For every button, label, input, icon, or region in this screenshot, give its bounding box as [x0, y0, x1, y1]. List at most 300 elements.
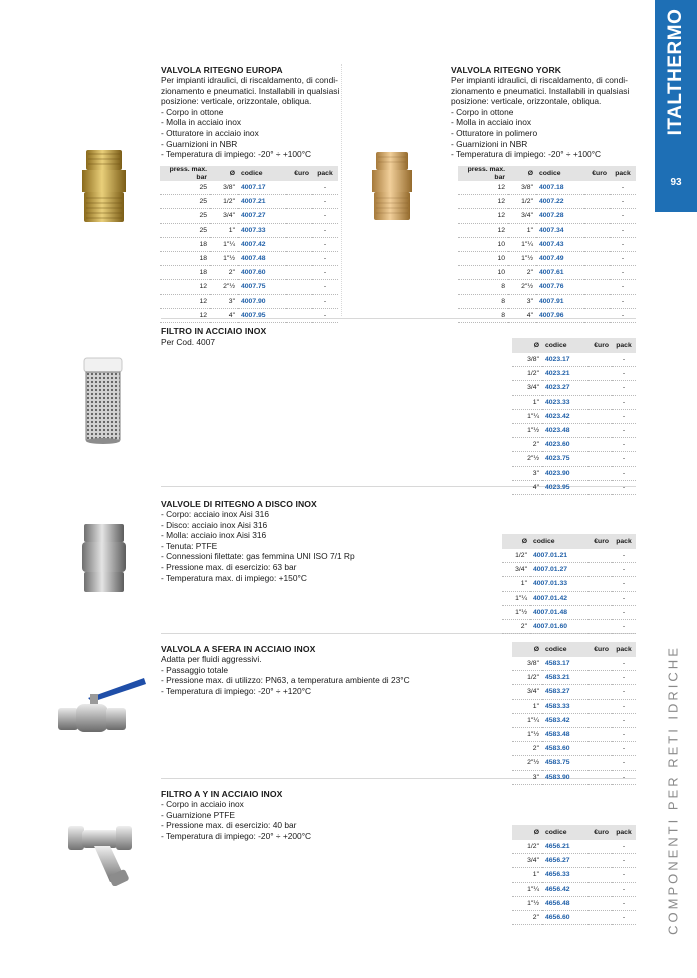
pack-cell: - — [612, 685, 636, 699]
price-cell — [286, 266, 312, 280]
product-code: 4583.42 — [542, 713, 588, 727]
product-title: VALVOLE DI RITEGNO A DISCO INOX — [161, 499, 317, 509]
table-row — [512, 685, 636, 699]
table-cell: 3/4" — [512, 685, 542, 699]
table-row — [512, 896, 636, 910]
table-row — [512, 742, 636, 756]
product-code: 4583.48 — [542, 727, 588, 741]
table-row — [458, 280, 636, 294]
description-line: posizione: verticale, orizzontale, obliqua. — [161, 96, 312, 107]
table-row — [512, 727, 636, 741]
stainless-ball-valve-image — [52, 670, 148, 736]
table-cell: 1"½ — [210, 251, 238, 265]
pack-cell: - — [610, 308, 636, 322]
table-cell: 3/4" — [512, 854, 542, 868]
stainless-y-strainer-image — [66, 818, 136, 886]
pack-cell: - — [612, 619, 636, 633]
table-row — [512, 657, 636, 671]
product-code: 4007.49 — [536, 251, 584, 265]
product-code: 4007.96 — [536, 308, 584, 322]
column-header: €uro — [588, 642, 612, 657]
product-code: 4023.42 — [542, 409, 588, 423]
table-cell: 12 — [458, 195, 508, 209]
column-header: €uro — [588, 338, 612, 353]
column-header: press. max. bar — [160, 166, 210, 181]
price-table — [512, 642, 636, 785]
pack-cell: - — [612, 854, 636, 868]
table-row — [160, 209, 338, 223]
table-cell: 1"½ — [512, 727, 542, 741]
table-row — [512, 381, 636, 395]
price-cell — [588, 685, 612, 699]
brand-name: ITALTHERMO — [665, 8, 686, 136]
product-code: 4007.22 — [536, 195, 584, 209]
pack-cell: - — [612, 423, 636, 437]
product-code: 4007.01.42 — [530, 591, 588, 605]
table-cell: 3/8" — [512, 353, 542, 367]
price-cell — [584, 209, 610, 223]
table-header-row — [512, 642, 636, 657]
table-cell: 2" — [508, 266, 536, 280]
pack-cell: - — [312, 237, 338, 251]
table-row — [458, 266, 636, 280]
table-row — [160, 294, 338, 308]
pack-cell: - — [612, 882, 636, 896]
table-cell: 2" — [512, 742, 542, 756]
product-code: 4007.01.48 — [530, 605, 588, 619]
pack-cell: - — [610, 294, 636, 308]
product-code: 4583.17 — [542, 657, 588, 671]
description-line: Per Cod. 4007 — [161, 337, 216, 347]
table-cell: 25 — [160, 209, 210, 223]
table-row — [458, 294, 636, 308]
table-row — [512, 713, 636, 727]
price-cell — [588, 563, 612, 577]
price-cell — [588, 466, 612, 480]
table-row — [512, 423, 636, 437]
price-table — [160, 166, 338, 323]
price-cell — [588, 896, 612, 910]
table-row — [160, 237, 338, 251]
price-cell — [588, 619, 612, 633]
description-line: - Temperatura di impiego: -20° ÷ +200°C — [161, 830, 312, 841]
price-cell — [286, 308, 312, 322]
product-code: 4007.95 — [238, 308, 286, 322]
price-cell — [584, 195, 610, 209]
table-cell: 1"¼ — [210, 237, 238, 251]
table-cell: 3/4" — [502, 563, 530, 577]
price-cell — [588, 699, 612, 713]
column-header: Ø — [512, 642, 542, 657]
product-code: 4007.18 — [536, 181, 584, 195]
product-code: 4007.01.21 — [530, 549, 588, 563]
table-row — [512, 756, 636, 770]
pack-cell: - — [612, 395, 636, 409]
product-code: 4007.01.60 — [530, 619, 588, 633]
price-cell — [286, 223, 312, 237]
description-line: - Temperatura di impiego: -20° ÷ +100°C — [161, 149, 312, 160]
pack-cell: - — [312, 195, 338, 209]
product-code: 4023.17 — [542, 353, 588, 367]
price-cell — [588, 367, 612, 381]
price-cell — [588, 742, 612, 756]
price-cell — [588, 452, 612, 466]
product-description — [161, 337, 215, 348]
table-cell: 1"½ — [502, 605, 530, 619]
pack-cell: - — [612, 770, 636, 784]
table-cell: 2"½ — [512, 756, 542, 770]
table-cell: 1"¼ — [502, 591, 530, 605]
product-code: 4583.75 — [542, 756, 588, 770]
price-cell — [588, 395, 612, 409]
product-code: 4007.43 — [536, 237, 584, 251]
price-cell — [584, 308, 610, 322]
product-code: 4007.28 — [536, 209, 584, 223]
brass-york-valve-image — [368, 150, 416, 222]
price-cell — [588, 605, 612, 619]
pack-cell: - — [312, 209, 338, 223]
column-header: pack — [312, 166, 338, 181]
product-code: 4007.21 — [238, 195, 286, 209]
product-code: 4007.27 — [238, 209, 286, 223]
price-cell — [286, 251, 312, 265]
price-cell — [588, 353, 612, 367]
pack-cell: - — [612, 381, 636, 395]
product-code: 4007.17 — [238, 181, 286, 195]
price-table — [512, 825, 636, 925]
product-title: FILTRO A Y IN ACCIAIO INOX — [161, 789, 283, 799]
table-cell: 2" — [512, 438, 542, 452]
description-line: - Molla: acciaio inox Aisi 316 — [161, 530, 267, 541]
price-cell — [286, 280, 312, 294]
product-code: 4656.33 — [542, 868, 588, 882]
product-code: 4007.60 — [238, 266, 286, 280]
table-cell: 1"¼ — [508, 237, 536, 251]
pack-cell: - — [610, 195, 636, 209]
table-cell: 3" — [512, 466, 542, 480]
column-header: pack — [612, 825, 636, 840]
pack-cell: - — [612, 868, 636, 882]
price-cell — [286, 209, 312, 223]
table-row — [512, 854, 636, 868]
price-cell — [588, 910, 612, 924]
table-row — [512, 367, 636, 381]
table-cell: 3/4" — [210, 209, 238, 223]
product-code: 4007.90 — [238, 294, 286, 308]
description-line: - Temperatura di impiego: -20° ÷ +120°C — [161, 685, 312, 696]
description-line: - Corpo in acciaio inox — [161, 799, 244, 809]
table-row — [512, 840, 636, 854]
description-line: - Pressione max. di utilizzo: PN63, a temperatura ambiente di 23°C — [161, 675, 410, 686]
table-header-row — [458, 166, 636, 181]
description-line: Per impianti idraulici, di riscaldamento, di condi- — [451, 75, 628, 85]
description-line: - Connessioni filettate: gas femmina UNI ISO 7/1 Rp — [161, 551, 355, 562]
description-line: - Pressione max. di esercizio: 40 bar — [161, 820, 297, 831]
pack-cell: - — [612, 409, 636, 423]
table-cell: 1" — [502, 577, 530, 591]
price-cell — [584, 280, 610, 294]
table-cell: 3/8" — [508, 181, 536, 195]
table-header-row — [512, 338, 636, 353]
product-code: 4007.01.33 — [530, 577, 588, 591]
price-cell — [588, 381, 612, 395]
table-cell: 8 — [458, 280, 508, 294]
pack-cell: - — [612, 742, 636, 756]
table-row — [502, 591, 636, 605]
table-cell: 1" — [512, 699, 542, 713]
pack-cell: - — [612, 577, 636, 591]
table-row — [512, 395, 636, 409]
table-row — [512, 868, 636, 882]
table-row — [458, 308, 636, 322]
table-row — [512, 466, 636, 480]
description-line: - Corpo in ottone — [161, 106, 224, 117]
price-cell — [588, 854, 612, 868]
pack-cell: - — [610, 209, 636, 223]
description-line: - Molla in acciaio inox — [451, 117, 532, 128]
table-cell: 25 — [160, 223, 210, 237]
price-cell — [286, 181, 312, 195]
page-number: 93 — [670, 177, 682, 188]
table-row — [502, 563, 636, 577]
table-cell: 1/2" — [502, 549, 530, 563]
description-line: - Corpo: acciaio inox Aisi 316 — [161, 509, 269, 519]
table-cell: 1"½ — [512, 423, 542, 437]
table-row — [458, 195, 636, 209]
pack-cell: - — [610, 280, 636, 294]
product-code: 4656.21 — [542, 840, 588, 854]
table-row — [512, 452, 636, 466]
table-row — [458, 251, 636, 265]
table-cell: 1/2" — [512, 671, 542, 685]
pack-cell: - — [612, 699, 636, 713]
description-line: - Disco: acciaio inox Aisi 316 — [161, 519, 268, 530]
table-cell: 12 — [458, 209, 508, 223]
table-cell: 1" — [512, 868, 542, 882]
product-description — [451, 75, 629, 160]
table-row — [502, 549, 636, 563]
pack-cell: - — [612, 840, 636, 854]
table-cell: 8 — [458, 294, 508, 308]
table-cell: 3/4" — [512, 381, 542, 395]
table-row — [160, 195, 338, 209]
description-line: zionamento e pneumatici. Installabili in qualsiasi — [451, 85, 630, 96]
table-cell: 4" — [512, 480, 542, 494]
pack-cell: - — [612, 910, 636, 924]
price-cell — [286, 195, 312, 209]
table-row — [512, 699, 636, 713]
column-header: press. max. bar — [458, 166, 508, 181]
stainless-disc-check-valve-image — [78, 522, 130, 594]
table-cell: 25 — [160, 195, 210, 209]
table-cell: 3" — [512, 770, 542, 784]
table-cell: 12 — [458, 181, 508, 195]
table-cell: 3/8" — [512, 657, 542, 671]
pack-cell: - — [612, 466, 636, 480]
description-line: - Tenuta: PTFE — [161, 540, 218, 551]
description-line: - Guarnizioni in NBR — [161, 138, 238, 149]
product-code: 4007.75 — [238, 280, 286, 294]
product-code: 4583.27 — [542, 685, 588, 699]
table-cell: 1/2" — [512, 367, 542, 381]
product-code: 4656.27 — [542, 854, 588, 868]
description-line: Per impianti idraulici, di riscaldamento, di condi- — [161, 75, 338, 85]
column-header: codice — [238, 166, 286, 181]
table-row — [160, 223, 338, 237]
column-header: €uro — [588, 534, 612, 549]
product-description — [161, 654, 410, 696]
table-row — [160, 251, 338, 265]
price-cell — [588, 727, 612, 741]
product-code: 4007.33 — [238, 223, 286, 237]
table-row — [512, 671, 636, 685]
column-header: codice — [530, 534, 588, 549]
column-header: Ø — [512, 338, 542, 353]
table-row — [502, 619, 636, 633]
product-code: 4007.76 — [536, 280, 584, 294]
price-cell — [584, 223, 610, 237]
product-code: 4583.21 — [542, 671, 588, 685]
pack-cell: - — [312, 308, 338, 322]
pack-cell: - — [612, 480, 636, 494]
price-cell — [588, 423, 612, 437]
price-table — [512, 338, 636, 495]
pack-cell: - — [312, 280, 338, 294]
pack-cell: - — [612, 756, 636, 770]
product-code: 4023.95 — [542, 480, 588, 494]
table-cell: 1" — [508, 223, 536, 237]
table-row — [512, 409, 636, 423]
product-code: 4023.48 — [542, 423, 588, 437]
table-row — [160, 308, 338, 322]
price-cell — [588, 577, 612, 591]
product-code: 4007.34 — [536, 223, 584, 237]
price-cell — [588, 549, 612, 563]
description-line: posizione: verticale, orizzontale, obliqua. — [451, 96, 602, 107]
pack-cell: - — [612, 452, 636, 466]
table-cell: 1/2" — [210, 195, 238, 209]
price-cell — [588, 591, 612, 605]
product-code: 4023.21 — [542, 367, 588, 381]
product-code: 4023.27 — [542, 381, 588, 395]
description-line: - Molla in acciaio inox — [161, 117, 242, 128]
product-title: FILTRO IN ACCIAIO INOX — [161, 326, 267, 336]
table-row — [458, 223, 636, 237]
table-cell: 8 — [458, 308, 508, 322]
column-header: Ø — [502, 534, 530, 549]
price-cell — [588, 657, 612, 671]
pack-cell: - — [612, 438, 636, 452]
column-header: Ø — [508, 166, 536, 181]
pack-cell: - — [612, 671, 636, 685]
price-cell — [584, 266, 610, 280]
table-cell: 2" — [210, 266, 238, 280]
pack-cell: - — [610, 266, 636, 280]
pack-cell: - — [612, 605, 636, 619]
pack-cell: - — [610, 181, 636, 195]
price-cell — [588, 770, 612, 784]
table-row — [160, 280, 338, 294]
table-row — [512, 353, 636, 367]
price-cell — [588, 438, 612, 452]
table-cell: 2"½ — [508, 280, 536, 294]
price-cell — [584, 237, 610, 251]
column-header: pack — [612, 534, 636, 549]
table-cell: 1" — [210, 223, 238, 237]
pack-cell: - — [612, 727, 636, 741]
description-line: - Temperatura max. di impiego: +150°C — [161, 572, 307, 583]
price-cell — [584, 294, 610, 308]
table-header-row — [512, 825, 636, 840]
price-cell — [588, 713, 612, 727]
brass-check-valve-image — [76, 146, 132, 226]
table-cell: 1"¼ — [512, 713, 542, 727]
pack-cell: - — [612, 353, 636, 367]
table-cell: 3" — [508, 294, 536, 308]
product-title: VALVOLA RITEGNO YORK — [451, 65, 562, 75]
column-header: €uro — [584, 166, 610, 181]
product-code: 4023.60 — [542, 438, 588, 452]
pack-cell: - — [312, 294, 338, 308]
pack-cell: - — [612, 563, 636, 577]
table-cell: 1"½ — [508, 251, 536, 265]
pack-cell: - — [612, 367, 636, 381]
description-line: - Otturatore in polimero — [451, 127, 538, 138]
description-line: - Passaggio totale — [161, 664, 229, 675]
table-cell: 18 — [160, 251, 210, 265]
column-header: codice — [542, 338, 588, 353]
pack-cell: - — [610, 223, 636, 237]
side-caption: COMPONENTI PER RETI IDRICHE — [665, 645, 681, 935]
column-header: Ø — [210, 166, 238, 181]
product-code: 4007.01.27 — [530, 563, 588, 577]
description-line: Adatta per fluidi aggressivi. — [161, 654, 262, 664]
product-description — [161, 509, 355, 583]
column-header: pack — [610, 166, 636, 181]
table-row — [502, 605, 636, 619]
table-cell: 10 — [458, 266, 508, 280]
table-cell: 1/2" — [512, 840, 542, 854]
table-row — [512, 438, 636, 452]
price-cell — [286, 294, 312, 308]
table-cell: 3/8" — [210, 181, 238, 195]
description-line: - Guarnizione PTFE — [161, 809, 236, 820]
product-title: VALVOLA RITEGNO EUROPA — [161, 65, 283, 75]
product-code: 4023.75 — [542, 452, 588, 466]
table-cell: 18 — [160, 237, 210, 251]
price-cell — [584, 181, 610, 195]
product-code: 4007.91 — [536, 294, 584, 308]
table-cell: 25 — [160, 181, 210, 195]
table-cell: 4" — [508, 308, 536, 322]
product-code: 4656.60 — [542, 910, 588, 924]
mesh-filter-image — [78, 356, 128, 446]
price-cell — [588, 882, 612, 896]
description-line: - Pressione max. di esercizio: 63 bar — [161, 561, 297, 572]
pack-cell: - — [312, 181, 338, 195]
price-cell — [584, 251, 610, 265]
pack-cell: - — [612, 657, 636, 671]
column-header: codice — [536, 166, 584, 181]
price-cell — [286, 237, 312, 251]
table-cell: 1" — [512, 395, 542, 409]
table-row — [502, 577, 636, 591]
table-cell: 12 — [160, 280, 210, 294]
table-cell: 1/2" — [508, 195, 536, 209]
description-line: - Guarnizioni in NBR — [451, 138, 528, 149]
table-header-row — [502, 534, 636, 549]
table-cell: 3/4" — [508, 209, 536, 223]
